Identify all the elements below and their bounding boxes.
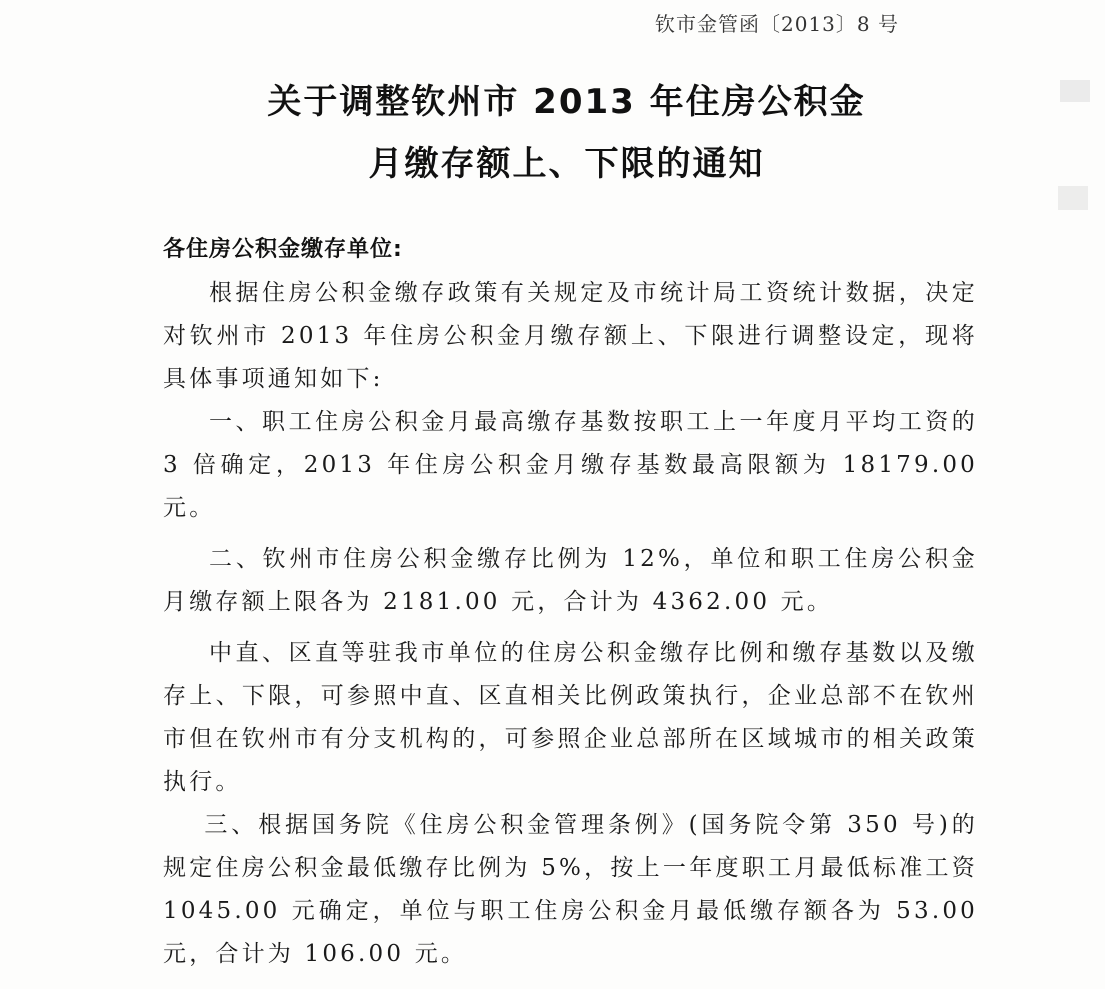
- body-paragraph-note: 中直、区直等驻我市单位的住房公积金缴存比例和缴存基数以及缴存上、下限，可参照中直、区直相关比例政策执行，企业总部不在钦州市但在钦州市有分支机构的，可参照企业总部所在区域城市的相关政策执行。: [163, 640, 978, 795]
- salutation: 各住房公积金缴存单位:: [163, 237, 403, 262]
- body-paragraph-item-1: 一、职工住房公积金月最高缴存基数按职工上一年度月平均工资的 3 倍确定，2013 年住房公积金月缴存基数最高限额为 18179.00 元。: [163, 409, 978, 521]
- document-title-line-2: 月缴存额上、下限的通知: [368, 144, 765, 184]
- scan-mark: [1058, 186, 1088, 210]
- body-paragraph-intro: 根据住房公积金缴存政策有关规定及市统计局工资统计数据，决定对钦州市 2013 年住房公积金月缴存额上、下限进行调整设定，现将具体事项通知如下:: [163, 280, 978, 392]
- document-body: [163, 272, 978, 976]
- body-paragraph-item-2: 二、钦州市住房公积金缴存比例为 12%，单位和职工住房公积金月缴存额上限各为 2181.00 元，合计为 4362.00 元。: [163, 546, 978, 615]
- body-paragraph-item-3: 三、根据国务院《住房公积金管理条例》(国务院令第 350 号)的规定住房公积金最低缴存比例为 5%，按上一年度职工月最低标准工资 1045.00 元确定，单位与职工住房公积金月最低缴存额各为 53.00 元，合计为 106.00 元。: [163, 812, 978, 967]
- document-number: 钦市金管函〔2013〕8 号: [655, 12, 899, 36]
- document-title-line-1: 关于调整钦州市 2013 年住房公积金: [267, 82, 866, 122]
